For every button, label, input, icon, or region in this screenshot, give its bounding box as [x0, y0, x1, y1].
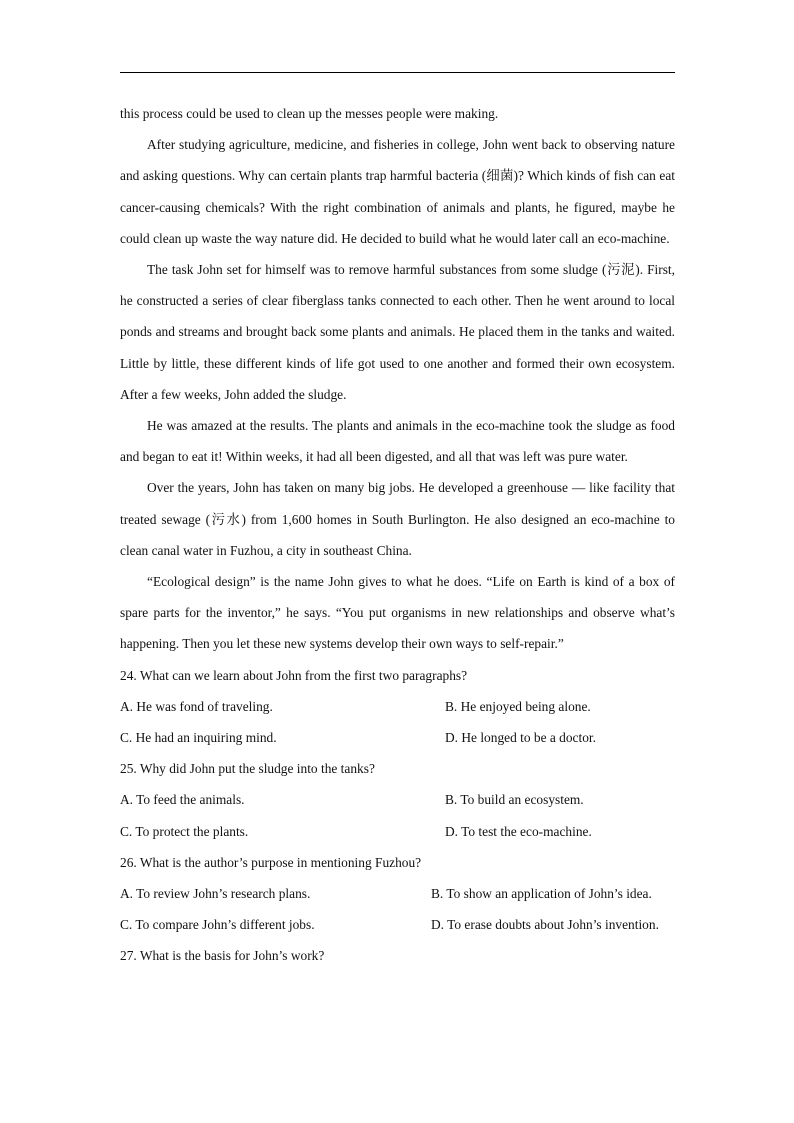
- question-26-options: [120, 878, 675, 940]
- question-25-option-b: B. To build an ecosystem.: [445, 792, 584, 808]
- question-24-option-d: D. He longed to be a doctor.: [445, 730, 596, 746]
- question-25-option-d: D. To test the eco-machine.: [445, 823, 592, 839]
- passage-paragraph-continuation: this process could be used to clean up the messes people were making.: [120, 106, 499, 121]
- question-25-options: [120, 784, 675, 846]
- question-24-stem: 24. What can we learn about John from the first two paragraphs?: [120, 667, 468, 683]
- passage-paragraph: Over the years, John has taken on many big jobs. He developed a greenhouse — like facility that treated sewage (污水) from 1,600 homes in South Burlington. He also designed an eco-machine to clean canal water in Fuzhou, a city in southeast China.: [120, 480, 675, 558]
- passage-paragraph: After studying agriculture, medicine, and fisheries in college, John went back to observing nature and asking questions. Why can certain plants trap harmful bacteria (细菌)? Which kinds of fish can eat cancer-causing chemicals? With the right combination of animals and plants, he figured, maybe he could clean up waste the way nature did. He decided to build what he would later call an eco-machine.: [120, 137, 675, 246]
- question-26-option-b: B. To show an application of John’s idea.: [431, 886, 652, 902]
- header-rule: [120, 72, 675, 73]
- question-26-stem: 26. What is the author’s purpose in mentioning Fuzhou?: [120, 854, 422, 870]
- question-26-option-a: A. To review John’s research plans.: [120, 886, 311, 902]
- question-24-option-c: C. He had an inquiring mind.: [120, 730, 277, 746]
- question-25-option-a: A. To feed the animals.: [120, 792, 245, 808]
- passage-paragraph: The task John set for himself was to remove harmful substances from some sludge (污泥). First, he constructed a series of clear fiberglass tanks connected to each other. Then he went around to local ponds and streams and brought back some plants and animals. He placed them in the tanks and waited. Little by little, these different kinds of life got used to one another and formed their own ecosystem. After a few weeks, John added the sludge.: [120, 262, 675, 402]
- question-24-option-b: B. He enjoyed being alone.: [445, 698, 591, 714]
- document-body: [120, 98, 675, 972]
- question-24-option-a: A. He was fond of traveling.: [120, 698, 273, 714]
- question-25-stem: 25. Why did John put the sludge into the tanks?: [120, 761, 375, 777]
- question-26-option-c: C. To compare John’s different jobs.: [120, 917, 315, 933]
- question-26-option-d: D. To erase doubts about John’s invention.: [431, 917, 659, 933]
- question-24-options: [120, 691, 675, 753]
- passage-paragraph: “Ecological design” is the name John gives to what he does. “Life on Earth is kind of a box of spare parts for the inventor,” he says. “You put organisms in new relationships and observe what’s happening. Then you let these new systems develop their own ways to self-repair.”: [120, 574, 675, 652]
- passage-paragraph: He was amazed at the results. The plants and animals in the eco-machine took the sludge as food and began to eat it! Within weeks, it had all been digested, and all that was left was pure water.: [120, 418, 675, 465]
- question-25-option-c: C. To protect the plants.: [120, 823, 249, 839]
- question-27-stem: 27. What is the basis for John’s work?: [120, 948, 325, 964]
